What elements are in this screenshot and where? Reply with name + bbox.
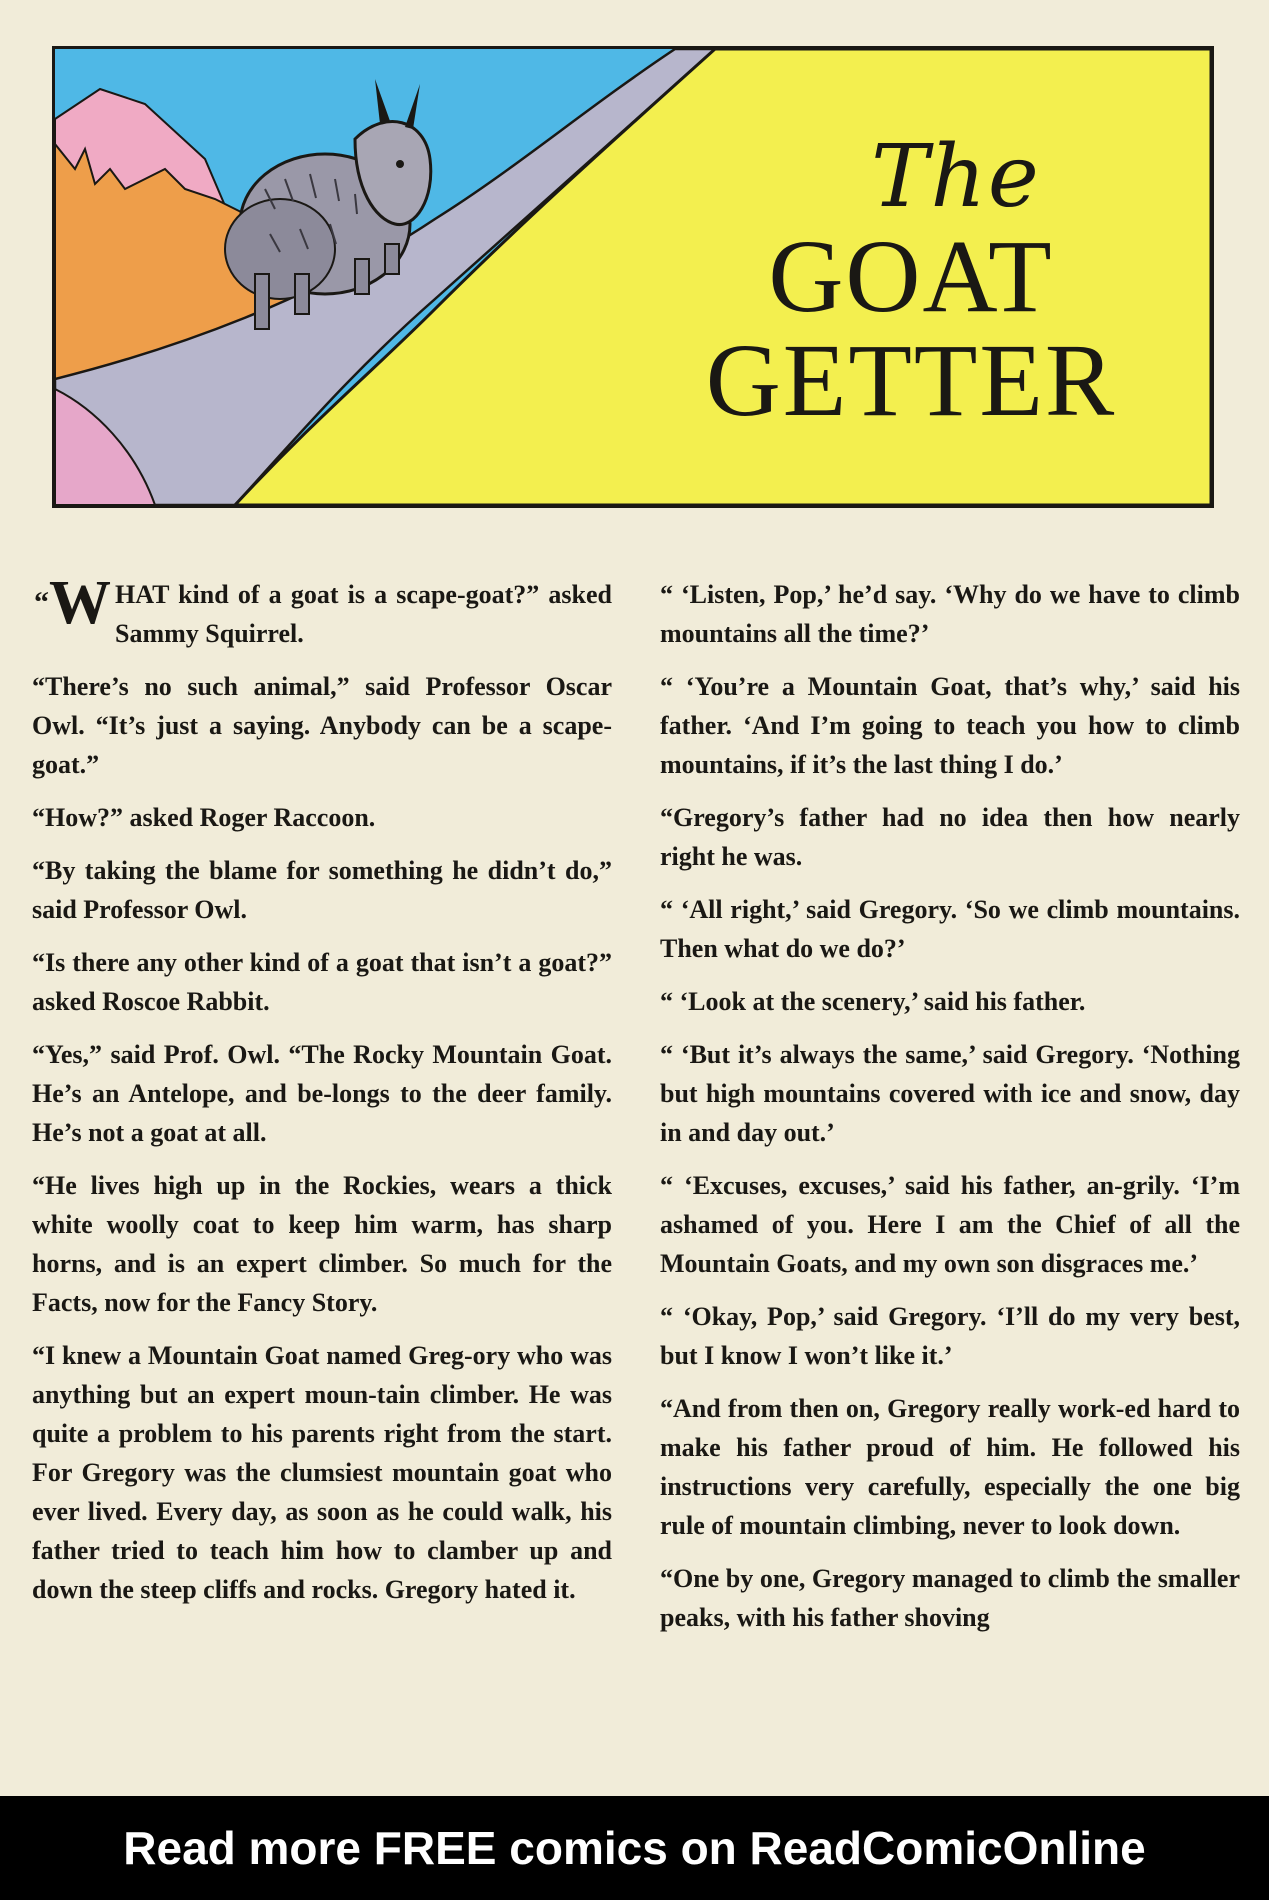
story-paragraph: “ ‘Look at the scenery,’ said his father. bbox=[660, 987, 1086, 1016]
story-paragraph: “One by one, Gregory managed to climb the smaller peaks, with his father shoving bbox=[660, 1564, 1240, 1632]
story-paragraph: “Gregory’s father had no idea then how nearly right he was. bbox=[660, 803, 1240, 871]
story-paragraph: “ ‘Listen, Pop,’ he’d say. ‘Why do we have to climb mountains all the time?’ bbox=[660, 580, 1240, 648]
story-paragraph: “Is there any other kind of a goat that isn’t a goat?” asked Roscoe Rabbit. bbox=[32, 948, 612, 1016]
story-column-right bbox=[660, 575, 1240, 1651]
story-title bbox=[681, 127, 1141, 438]
story-paragraph: “ ‘But it’s always the same,’ said Gregory. ‘Nothing but high mountains covered with ice and snow, day in and day out.’ bbox=[660, 1040, 1240, 1147]
story-paragraph: “There’s no such animal,” said Professor Oscar Owl. “It’s just a saying. Anybody can be a scape-goat.” bbox=[32, 672, 612, 779]
story-paragraph: “I knew a Mountain Goat named Greg-ory who was anything but an expert moun-tain climber. He was quite a problem to his parents right from the start. For Gregory was the clumsiest mountain goat who ever lived. Every day, as soon as he could walk, his father tried to teach him how to clamber up and down the steep cliffs and rocks. Gregory hated it. bbox=[32, 1341, 612, 1604]
title-banner bbox=[52, 46, 1214, 508]
title-the: The bbox=[871, 127, 1041, 227]
title-getter: GETTER bbox=[705, 323, 1117, 438]
story-paragraph bbox=[32, 569, 612, 653]
promo-footer-link[interactable]: Read more FREE comics on ReadComicOnline bbox=[0, 1796, 1269, 1900]
story-paragraph: “Yes,” said Prof. Owl. “The Rocky Mountain Goat. He’s an Antelope, and be-longs to the deer family. He’s not a goat at all. bbox=[32, 1040, 612, 1147]
dropcap-quote: “ bbox=[34, 586, 49, 619]
dropcap bbox=[34, 569, 111, 637]
story-paragraph: “By taking the blame for something he didn’t do,” said Professor Owl. bbox=[32, 856, 612, 924]
story-paragraph: “And from then on, Gregory really work-ed hard to make his father proud of him. He followed his instructions very carefully, especially the one big rule of mountain climbing, never to look down. bbox=[660, 1394, 1240, 1540]
story-paragraph: “ ‘Okay, Pop,’ said Gregory. ‘I’ll do my very best, but I know I won’t like it.’ bbox=[660, 1302, 1240, 1370]
title-goat: GOAT bbox=[768, 219, 1054, 334]
story-paragraph: “How?” asked Roger Raccoon. bbox=[32, 803, 376, 832]
story-column-left bbox=[32, 569, 612, 1623]
story-paragraph: “ ‘Excuses, excuses,’ said his father, an-grily. ‘I’m ashamed of you. Here I am the Chief of all the Mountain Goats, and my own son disgraces me.’ bbox=[660, 1171, 1240, 1278]
story-paragraph: “He lives high up in the Rockies, wears a thick white woolly coat to keep him warm, has sharp horns, and is an expert climber. So much for the Facts, now for the Fancy Story. bbox=[32, 1171, 612, 1317]
dropcap-letter: W bbox=[49, 569, 111, 637]
story-paragraph: “ ‘You’re a Mountain Goat, that’s why,’ said his father. ‘And I’m going to teach you how to climb mountains, if it’s the last thing I do.’ bbox=[660, 672, 1240, 779]
paragraph-text: HAT kind of a goat is a scape-goat?” asked Sammy Squirrel. bbox=[115, 580, 612, 648]
story-paragraph: “ ‘All right,’ said Gregory. ‘So we climb mountains. Then what do we do?’ bbox=[660, 895, 1240, 963]
